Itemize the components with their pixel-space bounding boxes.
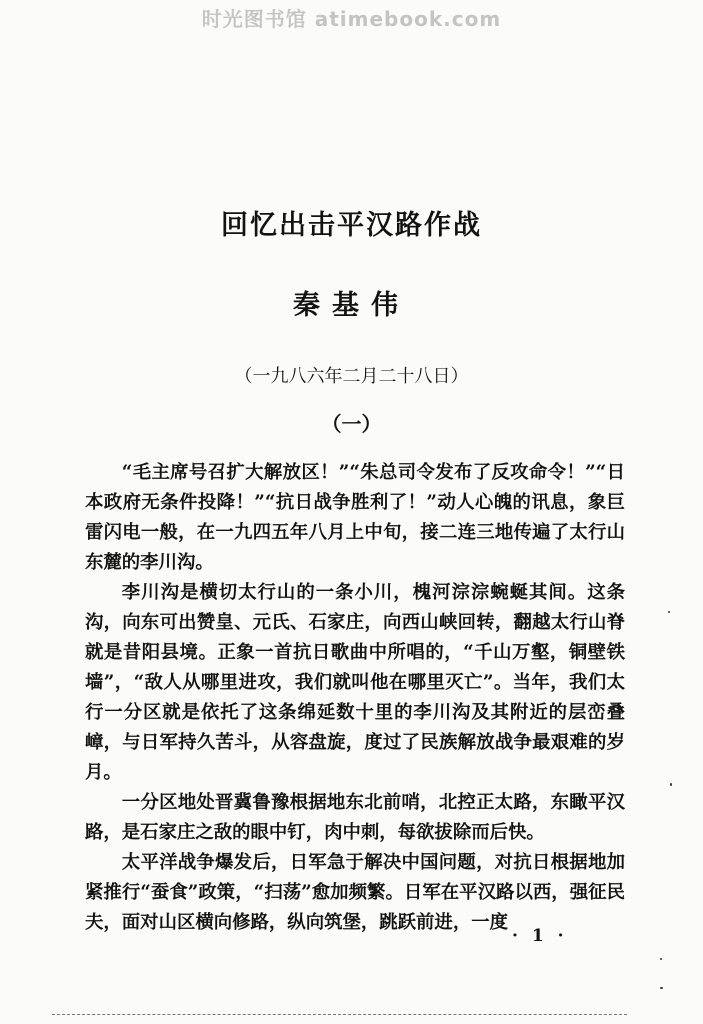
scan-speck (668, 611, 670, 613)
scan-speck (660, 987, 663, 989)
author-name: 秦基伟 (293, 290, 410, 321)
scan-speck (670, 783, 672, 786)
page-number: · 1 · (512, 926, 568, 946)
article-title: 回忆出击平汉路作战 (221, 210, 482, 241)
paragraph: 李川沟是横切太行山的一条小川，槐河淙淙蜿蜒其间。这条沟，向东可出赞皇、元氏、石家庄，向西山峡回转，翻越太行山脊就是昔阳县境。正象一首抗日歌曲中所唱的，“千山万壑，铜壁铁墙”，“敌人从哪里进攻，我们就叫他在哪里灭亡”。当年，我们太行一分区就是依托了这条绵延数十里的李川沟及其附近的层峦叠嶂，与日军持久苦斗，从容盘旋，度过了民族解放战争最艰难的岁月。 (85, 582, 625, 783)
article-date: （一九八六年二月二十八日） (234, 366, 469, 387)
section-heading: （一） (321, 412, 382, 436)
paragraph: 太平洋战争爆发后，日军急于解决中国问题，对抗日根据地加紧推行“蚕食”政策，“扫荡”愈加频繁。日军在平汉路以西，强征民夫，面对山区横向修路，纵向筑堡，跳跃前进，一度 (85, 852, 625, 933)
paragraph: “毛主席号召扩大解放区！”“朱总司令发布了反攻命令！”“日本政府无条件投降！”“抗日战争胜利了！”动人心魄的讯息，象巨雷闪电一般，在一九四五年八月上中旬，接二连三地传遍了太行山东麓的李川沟。 (85, 462, 625, 573)
body-text (85, 458, 625, 938)
paragraph: 一分区地处晋冀鲁豫根据地东北前哨，北控正太路，东瞰平汉路，是石家庄之敌的眼中钉，肉中刺，每欲拔除而后快。 (85, 792, 625, 843)
scan-speck (660, 958, 662, 960)
watermark: 时光图书馆 atimebook.com (201, 7, 502, 31)
page-bottom-rule (52, 1014, 627, 1015)
